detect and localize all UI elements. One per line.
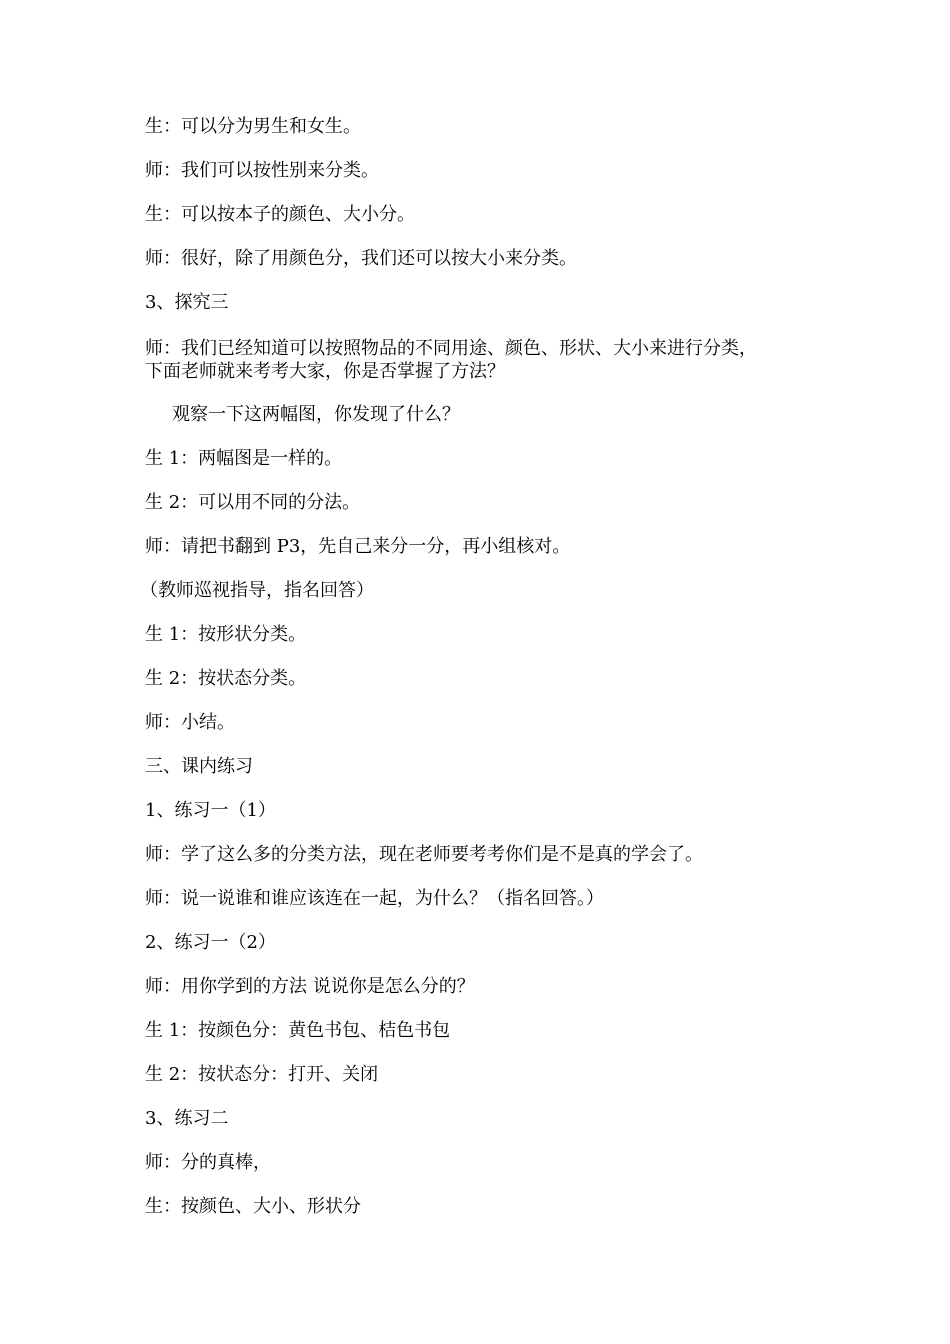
section-heading: 3、探究三 [145, 292, 229, 313]
dialogue-line: 师：我们已经知道可以按照物品的不同用途、颜色、形状、大小来进行分类， [145, 338, 757, 359]
dialogue-line: 生 1：按形状分类。 [145, 624, 307, 645]
dialogue-line: 观察一下这两幅图，你发现了什么？ [172, 404, 460, 425]
dialogue-line: 生 1：按颜色分：黄色书包、桔色书包 [145, 1020, 451, 1041]
dialogue-line: 师：学了这么多的分类方法，现在老师要考考你们是不是真的学会了。 [145, 844, 703, 865]
dialogue-line: 师：请把书翻到 P3，先自己来分一分，再小组核对。 [145, 536, 571, 557]
dialogue-line: 生：按颜色、大小、形状分 [145, 1196, 361, 1217]
dialogue-line: 生 2：按状态分：打开、关闭 [145, 1064, 379, 1085]
dialogue-line: 生 1：两幅图是一样的。 [145, 448, 343, 469]
dialogue-line: 生：可以按本子的颜色、大小分。 [145, 204, 415, 225]
subsection-heading: 1、练习一（1） [145, 800, 276, 821]
dialogue-line: 师：我们可以按性别来分类。 [145, 160, 379, 181]
dialogue-line: 师：很好，除了用颜色分，我们还可以按大小来分类。 [145, 248, 577, 269]
subsection-heading: 3、练习二 [145, 1108, 229, 1129]
dialogue-line: 生：可以分为男生和女生。 [145, 116, 361, 137]
dialogue-line: 师：用你学到的方法 说说你是怎么分的？ [145, 976, 475, 997]
stage-direction: （教师巡视指导，指名回答） [140, 580, 374, 601]
section-heading: 三、课内练习 [145, 756, 253, 777]
dialogue-line-continued: 下面老师就来考考大家，你是否掌握了方法？ [145, 361, 505, 382]
dialogue-line: 生 2：可以用不同的分法。 [145, 492, 361, 513]
subsection-heading: 2、练习一（2） [145, 932, 276, 953]
dialogue-line: 师：分的真棒， [145, 1152, 271, 1173]
dialogue-line: 师：说一说谁和谁应该连在一起，为什么？（指名回答。） [145, 888, 604, 909]
dialogue-line: 生 2：按状态分类。 [145, 668, 307, 689]
dialogue-line: 师：小结。 [145, 712, 235, 733]
